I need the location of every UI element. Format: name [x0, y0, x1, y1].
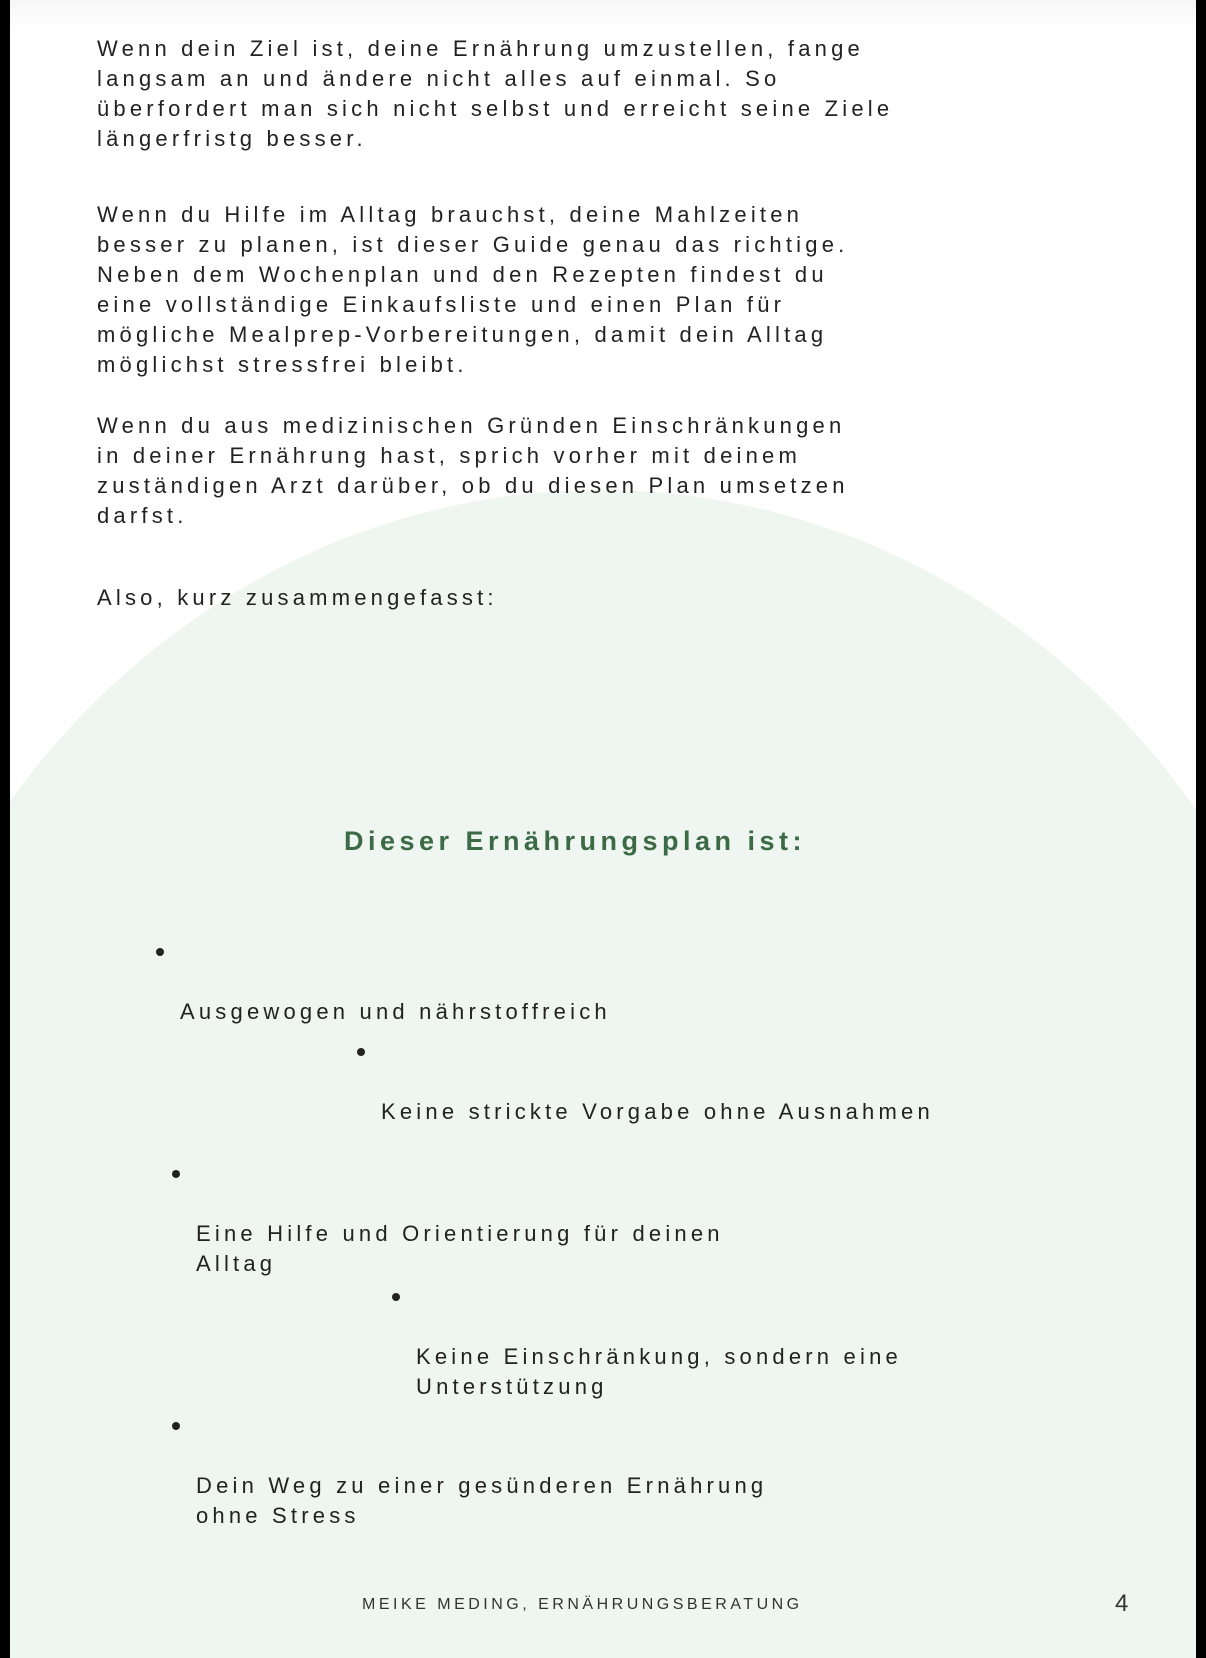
summary-item-text: Keine Einschränkung, sondern eine Unterstützung [416, 1344, 902, 1399]
page-number: 4 [1115, 1590, 1129, 1617]
document-page [10, 0, 1196, 1658]
summary-heading: Dieser Ernährungsplan ist: [343, 826, 807, 856]
summary-item-text: Keine strickte Vorgabe ohne Ausnahmen [381, 1099, 934, 1124]
summary-list-item [392, 1282, 1136, 1402]
summary-list-item [357, 1037, 1161, 1127]
summary-intro: Also, kurz zusammengefasst: [97, 585, 498, 610]
footer-author: MEIKE MEDING, ERNÄHRUNGSBERATUNG [362, 1596, 803, 1613]
bullet-dot [357, 1048, 365, 1056]
summary-list-item [156, 937, 880, 1027]
bullet-dot [392, 1293, 400, 1301]
intro-paragraph-3: Wenn du aus medizinischen Gründen Einschränkungen in deiner Ernährung hast, sprich vorher mit deinem zuständigen Arzt darüber, ob du diesen Plan umsetzen darfst. [97, 413, 849, 528]
top-shadow [10, 0, 1196, 30]
summary-list-item [172, 1159, 896, 1279]
intro-paragraph-2: Wenn du Hilfe im Alltag brauchst, deine Mahlzeiten besser zu planen, ist dieser Guide genau das richtige. Neben dem Wochenplan und den Rezepten findest du eine vollständige Einkaufsliste und einen Plan für mögliche Mealprep-Vorbereitungen, damit dein Alltag möglichst stressfrei bleibt. [97, 202, 849, 377]
bullet-dot [156, 948, 164, 956]
bullet-dot [172, 1422, 180, 1430]
summary-item-text: Dein Weg zu einer gesünderen Ernährung ohne Stress [196, 1473, 768, 1528]
summary-list-item [172, 1411, 956, 1531]
summary-item-text: Eine Hilfe und Orientierung für deinen Alltag [196, 1221, 724, 1276]
intro-paragraph-1: Wenn dein Ziel ist, deine Ernährung umzustellen, fange langsam an und ändere nicht alles auf einmal. So überfordert man sich nicht selbst und erreicht seine Ziele längerfristg besser. [97, 36, 894, 151]
bullet-dot [172, 1170, 180, 1178]
summary-item-text: Ausgewogen und nährstoffreich [180, 999, 611, 1024]
